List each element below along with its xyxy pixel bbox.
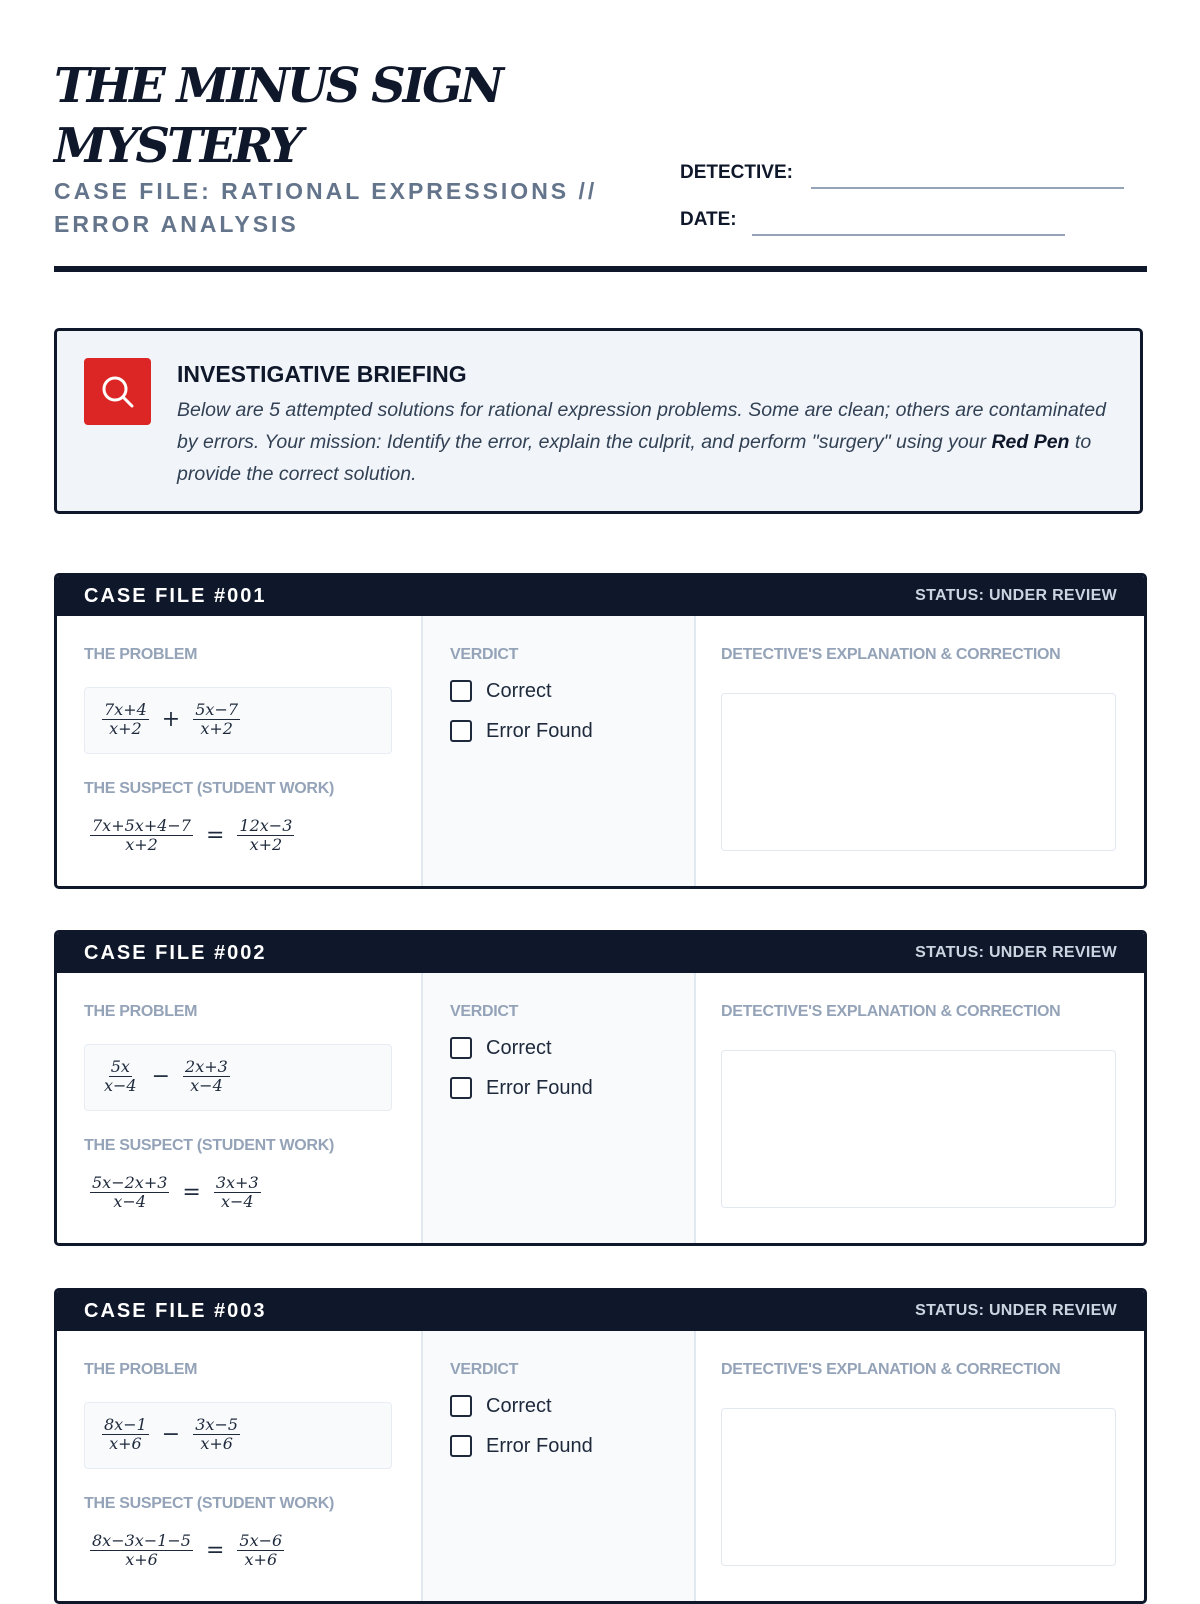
numerator: 3x−5 bbox=[195, 1415, 239, 1434]
date-label: DATE: bbox=[680, 209, 737, 230]
problem-box bbox=[84, 1402, 392, 1469]
briefing-text-part-1: Below are 5 attempted solutions for rational expression problems. Some are clean; others are contaminated by errors. Your mission: Identify the error, explain the culprit, and perform "surgery" using your bbox=[177, 399, 1106, 453]
numerator: 3x+3 bbox=[215, 1173, 259, 1192]
denominator: x+6 bbox=[244, 1550, 278, 1569]
case-body bbox=[57, 1331, 1144, 1601]
magnifier-icon bbox=[84, 358, 151, 425]
fraction bbox=[99, 701, 152, 738]
problem-label: THE PROBLEM bbox=[84, 1361, 198, 1378]
denominator: x+6 bbox=[125, 1550, 158, 1569]
error-found-option[interactable] bbox=[450, 1073, 593, 1103]
problem-box bbox=[84, 687, 392, 754]
suspect-label: THE SUSPECT (STUDENT WORK) bbox=[84, 1137, 334, 1154]
briefing-title: INVESTIGATIVE BRIEFING bbox=[177, 361, 467, 387]
numerator: 7x+4 bbox=[104, 700, 147, 719]
fraction bbox=[87, 817, 196, 854]
error-found-label: Error Found bbox=[486, 1076, 593, 1099]
verdict-label: VERDICT bbox=[450, 1361, 519, 1378]
fraction bbox=[190, 701, 243, 738]
explanation-box[interactable] bbox=[721, 693, 1116, 851]
operator: − bbox=[161, 1422, 181, 1447]
correct-label: Correct bbox=[486, 1394, 552, 1417]
fraction bbox=[99, 1058, 142, 1095]
problem-column bbox=[57, 1331, 421, 1601]
explanation-box[interactable] bbox=[721, 1408, 1116, 1566]
problem-column bbox=[57, 616, 421, 886]
error-found-checkbox[interactable] bbox=[450, 1435, 472, 1457]
verdict-column bbox=[421, 1331, 696, 1601]
denominator: x−4 bbox=[104, 1076, 137, 1095]
denominator: x+6 bbox=[200, 1434, 233, 1453]
briefing-red-pen: Red Pen bbox=[991, 431, 1070, 453]
case-body bbox=[57, 973, 1144, 1243]
case-title: CASE FILE #003 bbox=[84, 1300, 267, 1322]
title-line-1: THE MINUS SIGN bbox=[54, 58, 502, 114]
suspect-work bbox=[87, 817, 297, 854]
numerator: 5x−7 bbox=[195, 700, 239, 719]
briefing-text-part-2: to provide the correct solution. bbox=[177, 431, 1092, 485]
correct-checkbox[interactable] bbox=[450, 1037, 472, 1059]
error-found-checkbox[interactable] bbox=[450, 1077, 472, 1099]
equals-sign: = bbox=[205, 1538, 225, 1563]
problem-label: THE PROBLEM bbox=[84, 646, 198, 663]
correct-checkbox[interactable] bbox=[450, 680, 472, 702]
explanation-label: DETECTIVE'S EXPLANATION & CORRECTION bbox=[721, 1003, 1061, 1020]
fraction bbox=[87, 1532, 196, 1569]
fraction bbox=[190, 1416, 243, 1453]
case-file-002 bbox=[54, 930, 1147, 1246]
problem-column bbox=[57, 973, 421, 1243]
header bbox=[54, 0, 1147, 275]
date-line[interactable] bbox=[752, 234, 1065, 236]
status-badge: STATUS: UNDER REVIEW bbox=[915, 1302, 1117, 1319]
status-badge: STATUS: UNDER REVIEW bbox=[915, 944, 1117, 961]
correct-label: Correct bbox=[486, 679, 552, 702]
numerator: 5x bbox=[110, 1057, 130, 1076]
case-header bbox=[57, 1291, 1144, 1331]
equals-sign: = bbox=[205, 823, 225, 848]
suspect-label: THE SUSPECT (STUDENT WORK) bbox=[84, 780, 334, 797]
status-badge: STATUS: UNDER REVIEW bbox=[915, 587, 1117, 604]
fraction bbox=[211, 1174, 264, 1211]
numerator: 7x+5x+4−7 bbox=[92, 816, 191, 835]
case-body bbox=[57, 616, 1144, 886]
case-title: CASE FILE #001 bbox=[84, 585, 267, 607]
explanation-column bbox=[694, 1331, 1144, 1601]
case-file-001 bbox=[54, 573, 1147, 889]
suspect-label: THE SUSPECT (STUDENT WORK) bbox=[84, 1495, 334, 1512]
problem-expression bbox=[99, 1416, 243, 1453]
denominator: x+2 bbox=[109, 719, 142, 738]
verdict-column bbox=[421, 973, 696, 1243]
fraction bbox=[99, 1416, 152, 1453]
explanation-column bbox=[694, 973, 1144, 1243]
detective-name-line[interactable] bbox=[811, 187, 1124, 189]
worksheet-page bbox=[54, 0, 1147, 1569]
denominator: x+6 bbox=[109, 1434, 142, 1453]
fraction bbox=[234, 1532, 287, 1569]
problem-box bbox=[84, 1044, 392, 1111]
error-found-label: Error Found bbox=[486, 719, 593, 742]
correct-option[interactable] bbox=[450, 1033, 552, 1063]
error-found-option[interactable] bbox=[450, 716, 593, 746]
denominator: x−4 bbox=[190, 1076, 223, 1095]
explanation-box[interactable] bbox=[721, 1050, 1116, 1208]
error-found-option[interactable] bbox=[450, 1431, 593, 1461]
explanation-column bbox=[694, 616, 1144, 886]
numerator: 8x−3x−1−5 bbox=[92, 1531, 191, 1550]
fraction bbox=[180, 1058, 233, 1095]
correct-option[interactable] bbox=[450, 1391, 552, 1421]
explanation-label: DETECTIVE'S EXPLANATION & CORRECTION bbox=[721, 646, 1061, 663]
numerator: 5x−6 bbox=[239, 1531, 283, 1550]
correct-checkbox[interactable] bbox=[450, 1395, 472, 1417]
denominator: x+2 bbox=[249, 835, 283, 854]
denominator: x+2 bbox=[200, 719, 233, 738]
denominator: x+2 bbox=[125, 835, 158, 854]
denominator: x−4 bbox=[220, 1192, 254, 1211]
verdict-label: VERDICT bbox=[450, 646, 519, 663]
briefing-text bbox=[177, 394, 1112, 490]
case-title: CASE FILE #002 bbox=[84, 942, 267, 964]
case-file-003 bbox=[54, 1288, 1147, 1604]
numerator: 8x−1 bbox=[104, 1415, 147, 1434]
problem-label: THE PROBLEM bbox=[84, 1003, 198, 1020]
fraction bbox=[87, 1174, 172, 1211]
case-header bbox=[57, 576, 1144, 616]
detective-label: DETECTIVE: bbox=[680, 162, 793, 183]
fraction bbox=[234, 817, 297, 854]
numerator: 2x+3 bbox=[185, 1057, 228, 1076]
verdict-column bbox=[421, 616, 696, 886]
title-line-2: MYSTERY bbox=[54, 118, 301, 174]
operator: − bbox=[151, 1064, 171, 1089]
verdict-label: VERDICT bbox=[450, 1003, 519, 1020]
explanation-label: DETECTIVE'S EXPLANATION & CORRECTION bbox=[721, 1361, 1061, 1378]
suspect-work bbox=[87, 1174, 264, 1211]
error-found-label: Error Found bbox=[486, 1434, 593, 1457]
header-divider bbox=[54, 266, 1147, 272]
suspect-work bbox=[87, 1532, 287, 1569]
page-title bbox=[54, 56, 501, 176]
denominator: x−4 bbox=[113, 1192, 146, 1211]
page-subtitle: CASE FILE: RATIONAL EXPRESSIONS // ERROR ANALYSIS bbox=[54, 178, 598, 237]
correct-label: Correct bbox=[486, 1036, 552, 1059]
error-found-checkbox[interactable] bbox=[450, 720, 472, 742]
case-header bbox=[57, 933, 1144, 973]
investigative-briefing bbox=[54, 328, 1143, 514]
equals-sign: = bbox=[182, 1180, 201, 1205]
operator: + bbox=[161, 707, 181, 732]
problem-expression bbox=[99, 1058, 233, 1095]
numerator: 5x−2x+3 bbox=[92, 1173, 168, 1192]
numerator: 12x−3 bbox=[239, 816, 293, 835]
problem-expression bbox=[99, 701, 243, 738]
correct-option[interactable] bbox=[450, 676, 552, 706]
